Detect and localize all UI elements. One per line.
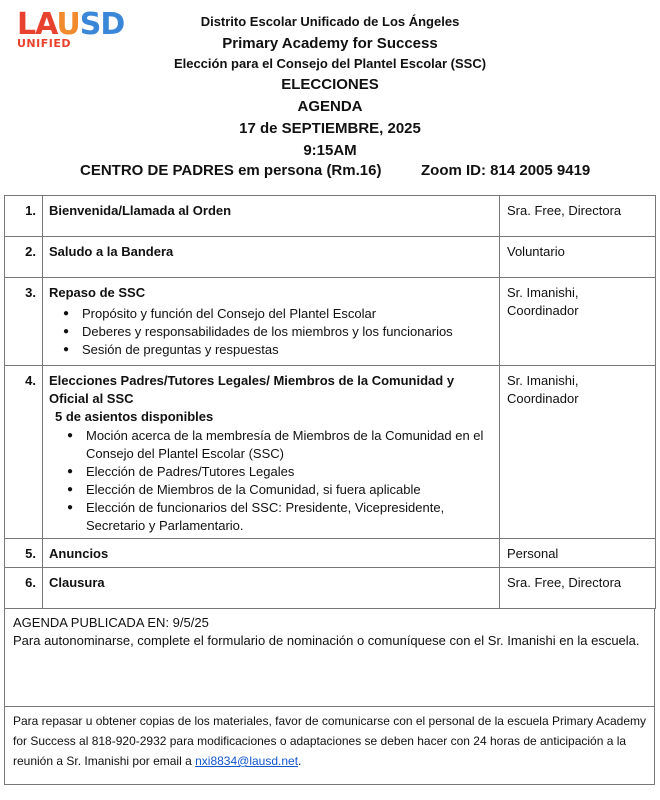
- item-bullet-list: [49, 305, 491, 359]
- list-item: ● Moción acerca de la membresía de Miembros de la Comunidad en el Consejo del Plantel Escolar (SSC): [49, 427, 491, 463]
- meeting-time: 9:15AM: [303, 142, 357, 159]
- publication-box: [4, 608, 655, 707]
- list-item: ● Elección de Padres/Tutores Legales: [49, 463, 491, 481]
- notice-end: .: [298, 754, 302, 768]
- item-title: Repaso de SSC: [49, 285, 146, 300]
- table-row: [5, 196, 656, 237]
- school-name: Primary Academy for Success: [222, 35, 438, 52]
- item-number: 5.: [5, 539, 43, 568]
- table-row: [5, 366, 656, 539]
- presenter-name: Voluntario: [507, 244, 565, 259]
- zoom-id: Zoom ID: 814 2005 9419: [421, 162, 591, 179]
- presenter-role: Coordinador: [507, 391, 579, 406]
- published-date: AGENDA PUBLICADA EN: 9/5/25: [13, 615, 209, 630]
- item-bullet-list: [49, 427, 491, 535]
- list-item: ● Elección de funcionarios del SSC: Presidente, Vicepresidente, Secretario y Parlamentario.: [49, 499, 491, 535]
- notice-box: [4, 707, 655, 785]
- lausd-logo-wordmark: LAUSD: [17, 7, 125, 42]
- item-title: Clausura: [49, 575, 105, 590]
- meeting-date: 17 de SEPTIEMBRE, 2025: [239, 120, 421, 137]
- nomination-note: Para autonominarse, complete el formulario de nominación o comuníquese con el Sr. Imanishi en la escuela.: [13, 633, 640, 648]
- notice-text: Para repasar u obtener copias de los materiales, favor de comunicarse con el personal de la escuela Primary Academy for Success al 818-920-2932 para modificaciones o adaptaciones se deben hacer con 24 horas de anticipación a la reunión a Sr. Imanishi por email a: [13, 714, 646, 768]
- elections-heading: ELECCIONES: [281, 76, 379, 93]
- item-cell: [43, 568, 500, 609]
- item-number: 6.: [5, 568, 43, 609]
- presenter-cell: [500, 366, 656, 539]
- presenter-cell: [500, 196, 656, 237]
- item-cell: [43, 539, 500, 568]
- presenter-cell: [500, 568, 656, 609]
- presenter-cell: [500, 237, 656, 278]
- item-title: Elecciones Padres/Tutores Legales/ Miembros de la Comunidad y Oficial al SSC: [49, 373, 455, 406]
- presenter-name: Sra. Free, Directora: [507, 203, 622, 218]
- item-number: 3.: [5, 278, 43, 366]
- table-row: [5, 539, 656, 568]
- item-cell: [43, 278, 500, 366]
- presenter-cell: [500, 539, 656, 568]
- presenter-name: Personal: [507, 546, 559, 561]
- election-title: Elección para el Consejo del Plantel Escolar (SSC): [173, 56, 487, 71]
- list-item: ● Deberes y responsabilidades de los miembros y los funcionarios: [49, 323, 491, 341]
- meeting-location: CENTRO DE PADRES em persona (Rm.16): [80, 162, 382, 179]
- email-link[interactable]: nxi8834@lausd.net: [195, 754, 299, 768]
- agenda-table: [4, 195, 656, 609]
- list-item: ● Propósito y función del Consejo del Plantel Escolar: [49, 305, 491, 323]
- presenter-role: Coordinador: [507, 303, 579, 318]
- item-title: Anuncios: [49, 546, 109, 561]
- presenter-name: Sr. Imanishi,: [507, 373, 579, 388]
- lausd-logo-unified: UNIFIED: [17, 37, 71, 50]
- list-item: ● Elección de Miembros de la Comunidad, si fuera aplicable: [49, 481, 491, 499]
- item-number: 2.: [5, 237, 43, 278]
- item-number: 1.: [5, 196, 43, 237]
- table-row: [5, 278, 656, 366]
- table-row: [5, 568, 656, 609]
- item-title: Saludo a la Bandera: [49, 244, 174, 259]
- presenter-name: Sra. Free, Directora: [507, 575, 622, 590]
- presenter-name: Sr. Imanishi,: [507, 285, 579, 300]
- item-cell: [43, 237, 500, 278]
- table-row: [5, 237, 656, 278]
- item-title: Bienvenida/Llamada al Orden: [49, 203, 232, 218]
- list-item: ● Sesión de preguntas y respuestas: [49, 341, 491, 359]
- item-number: 4.: [5, 366, 43, 539]
- item-cell: [43, 366, 500, 539]
- item-cell: [43, 196, 500, 237]
- district-name: Distrito Escolar Unificado de Los Ángeles: [200, 14, 460, 29]
- seats-available: 5 de asientos disponibles: [55, 409, 214, 424]
- agenda-heading: AGENDA: [297, 98, 363, 115]
- presenter-cell: [500, 278, 656, 366]
